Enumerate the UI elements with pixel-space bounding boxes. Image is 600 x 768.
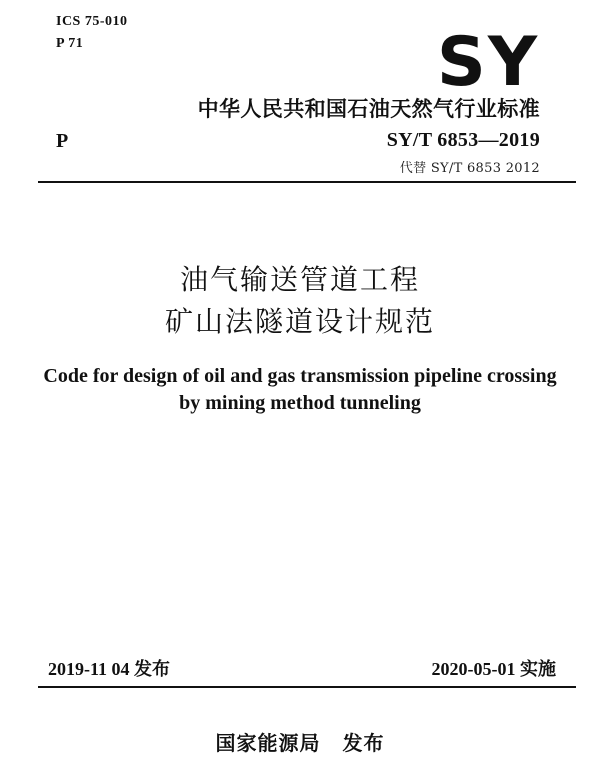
top-divider [38,181,576,183]
title-en-line1: Code for design of oil and gas transmission pipeline crossing [43,365,557,387]
classification-mark: P [56,130,69,152]
issue-date: 2019-11 04 发布 [48,659,171,679]
industry-standard-title: 中华人民共和国石油天然气行业标准 [197,97,540,121]
ccs-code: P 71 [56,36,84,51]
title-zh-line2: 矿山法隧道设计规范 [164,305,435,338]
standard-number: SY/T 6853—2019 [386,129,540,151]
publish-word: 发布 [342,731,385,755]
title-en-line2: by mining method tunneling [179,392,421,414]
bottom-divider [38,686,576,688]
sy-logo-text: SY [436,30,540,90]
publisher-name: 国家能源局 [215,731,321,755]
sy-logo [432,30,544,90]
title-zh-line1: 油气输送管道工程 [179,263,420,296]
publisher-line [0,727,600,756]
implementation-date: 2020-05-01 实施 [431,659,556,679]
ics-code: ICS 75-010 [56,14,128,29]
replaces-standard: 代替 SY/T 6853 2012 [399,161,540,176]
